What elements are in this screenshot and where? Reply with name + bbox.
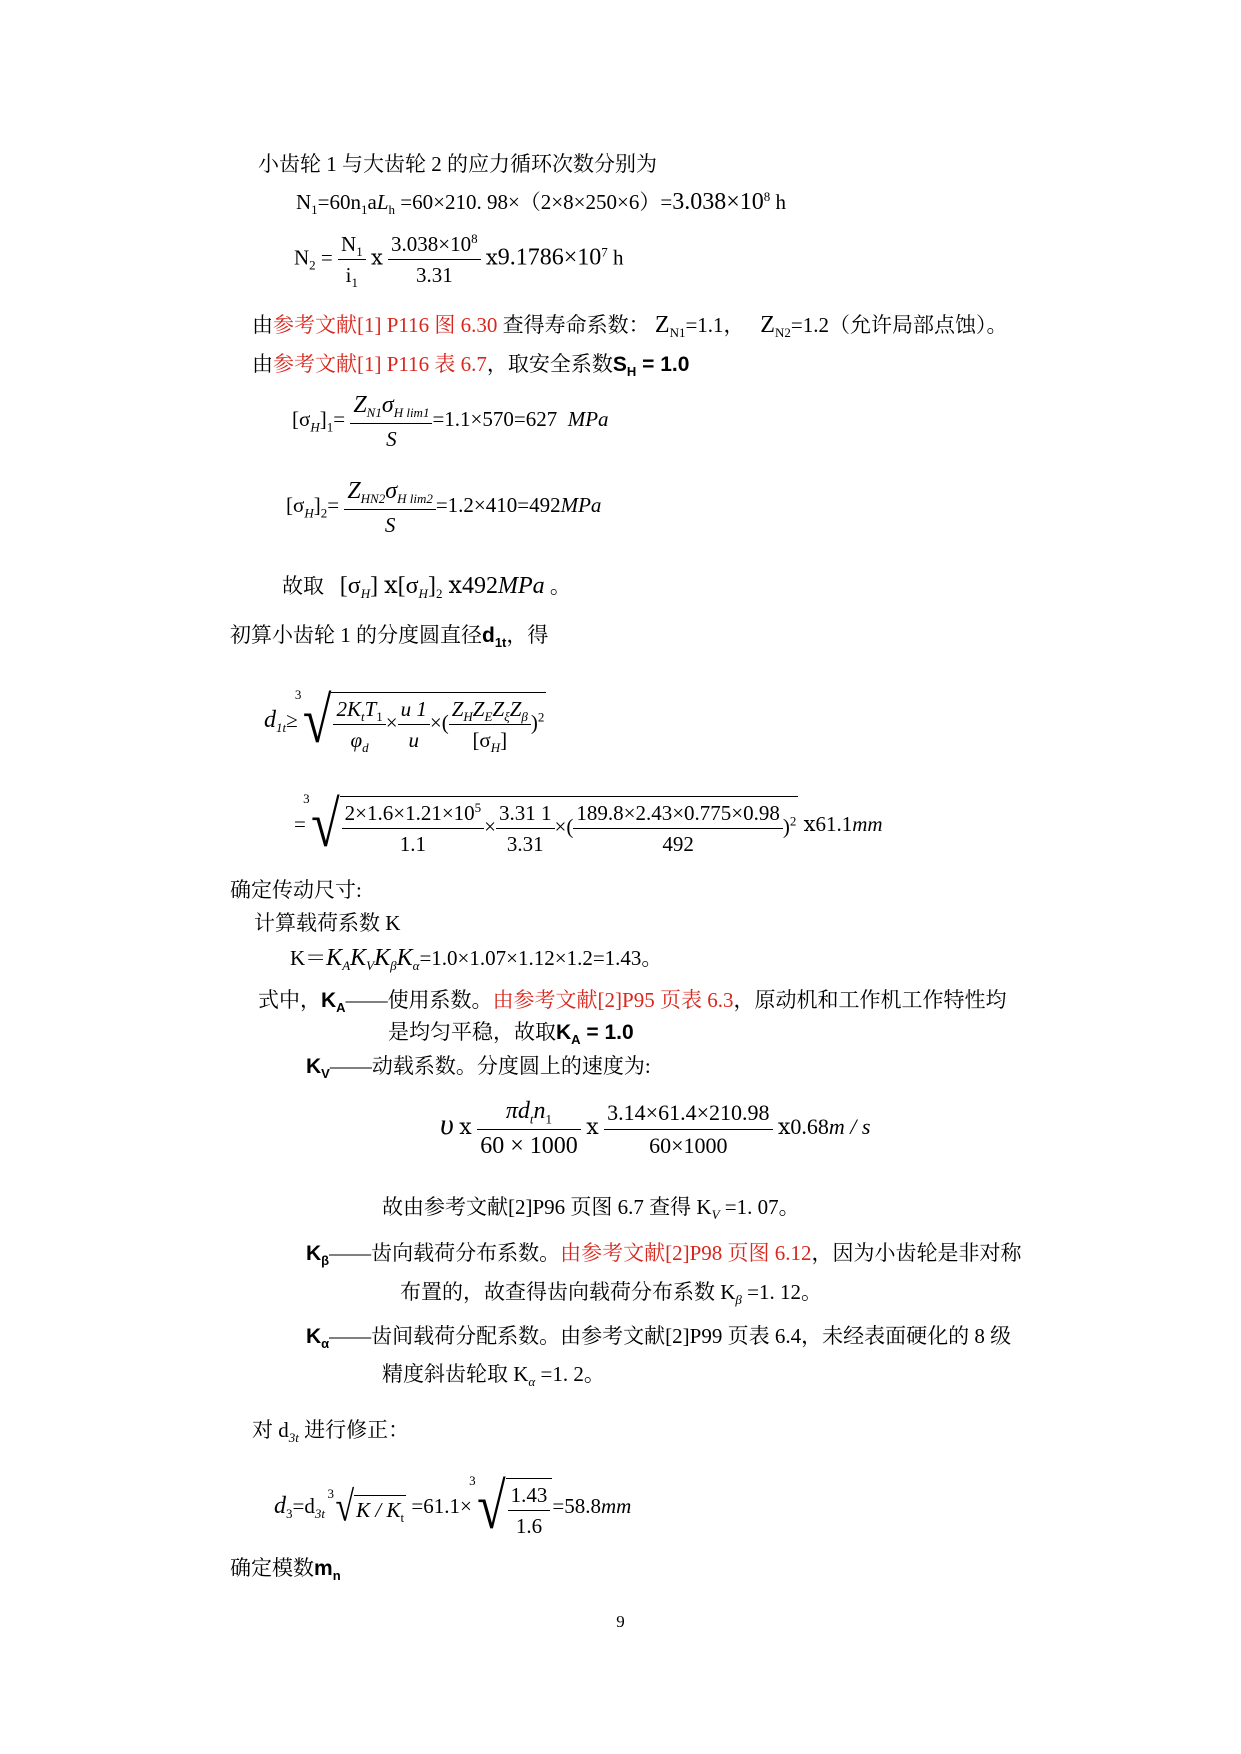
- text-kalpha-factor: $K_\alpha——$齿间载荷分配系数。由参考文献[2]P99 页表 6.4，未经表面硬化的 8 级: [306, 1324, 1012, 1352]
- text-kv-factor: $K_V——$动载系数。分度圆上的速度为:: [306, 1054, 651, 1082]
- formula-n1: $N_1=60n_1aL_h =60\times 210$. $98\times(2\times 8\times 250\times 6)=3.038\times 10^8$ h: [296, 189, 786, 218]
- formula-take-sigma: 故取 $[\sigma_H]$ $ⅹ[\sigma_H]_2$ ⅹ492MPa 。: [282, 573, 571, 602]
- ref-link-2: 参考文献[1] P116 表 6.7: [273, 352, 487, 376]
- text-correction: 对 $d_{3t}$ 进行修正：: [252, 1418, 410, 1446]
- formula-d3: $d_3=d_{3t}$ 3 $√K / K_t =61.1\times$ 3 √ $\frac{1.43}{1.6}$ =58.8mm: [274, 1471, 632, 1544]
- heading-transmission-size: 确定传动尺寸:: [230, 878, 362, 902]
- formula-velocity: υ ⅹ $\frac{\pi d_tn_1}{60 \times 1000}$ ⅹ $\frac{3.14\times 61.4\times 210.98}{60\times 1000}$ ⅹ0.68m / s: [440, 1098, 871, 1159]
- ref-link-4: 由参考文献[2]P98 页图 6.12: [560, 1241, 812, 1265]
- formula-n2: $N_2$ = $\frac{N_1}{i_1}$ ⅹ $\frac{3.038\times 10^8}{3.31}$ $ⅹ9.1786\times 10^7$ h: [294, 231, 624, 291]
- formula-d1t-general: $d_{1t}\ge$ 3 √ $\frac{2K_tT_1}{\varphi_d}$ × $\frac{u 1}{u}$ ×( $\frac{Z_HZ_EZ_\xi Z_\beta}{[\sigma_H]}$ )$^2$: [264, 685, 545, 758]
- formula-load-factor: $K=K_AK_VK_\beta K_\alpha=1.0\times 1.07\times 1.12\times 1.2=1.43$。: [290, 945, 663, 974]
- ref-link-1: 参考文献[1] P116 图 6.30: [273, 313, 498, 337]
- text-kbeta-factor-cont: 布置的，故查得齿向载荷分布系数 $K_\beta =1$. 12。: [400, 1280, 822, 1308]
- text-module: 确定模数$m_n$: [230, 1556, 341, 1584]
- text-kbeta-factor: $K_\beta——$齿向载荷分布系数。由参考文献[2]P98 页图 6.12，因为小齿轮是非对称: [306, 1241, 1022, 1269]
- text-kalpha-factor-cont: 精度斜齿轮取 $K_\alpha =1$. 2。: [382, 1362, 605, 1390]
- text-initial-diameter: 初算小齿轮 1 的分度圆直径$d_{1t}$，得: [230, 623, 549, 651]
- text-kv-result: 故由参考文献[2]P96 页图 6.7 查得 $K_V =1$. 07。: [382, 1195, 800, 1223]
- ref-link-3: 由参考文献[2]P95 页表 6.3: [492, 988, 734, 1012]
- text-load-factor-title: 计算载荷系数 K: [254, 911, 401, 935]
- page-number: 9: [616, 1612, 625, 1631]
- formula-d1t-numeric: = 3 √ $\frac{2\times 1.6\times 1.21\times 10^5}{1.1}$ × $\frac{3.31 1}{3.31}$ ×( $\frac{189.8\times 2.43\times 0.775\times 0.98}{492}$ )$^2$ ⅹ61.1mm: [294, 789, 883, 862]
- text-ka-factor-cont: 是均匀平稳，故取$K_A = 1.0$: [388, 1020, 634, 1048]
- formula-sigma-h2: $[\sigma_H]_2=$ $\frac{Z_{HN2}\sigma_{H lim2}}{S}$ =1.2×410=492MPa: [286, 478, 602, 537]
- text-life-factor: 由参考文献[1] P116 图 6.30 查得寿命系数： $Z_{N1}=1.1$， $Z_{N2}=1.2$（允许局部点蚀）。: [252, 312, 1008, 341]
- text-safety-factor: 由参考文献[1] P116 表 6.7，取安全系数$S_H = 1.0$: [252, 352, 690, 380]
- text-ka-factor: 式中，$K_A——$使用系数。由参考文献[2]P95 页表 6.3，原动机和工作机工作特性均: [258, 988, 1007, 1016]
- text-stress-cycles: 小齿轮 1 与大齿轮 2 的应力循环次数分别为: [258, 152, 657, 176]
- formula-sigma-h1: $[\sigma_H]_1=$ $\frac{Z_{N1}\sigma_{H lim1}}{S}$ =1.1×570=627 MPa: [292, 392, 609, 451]
